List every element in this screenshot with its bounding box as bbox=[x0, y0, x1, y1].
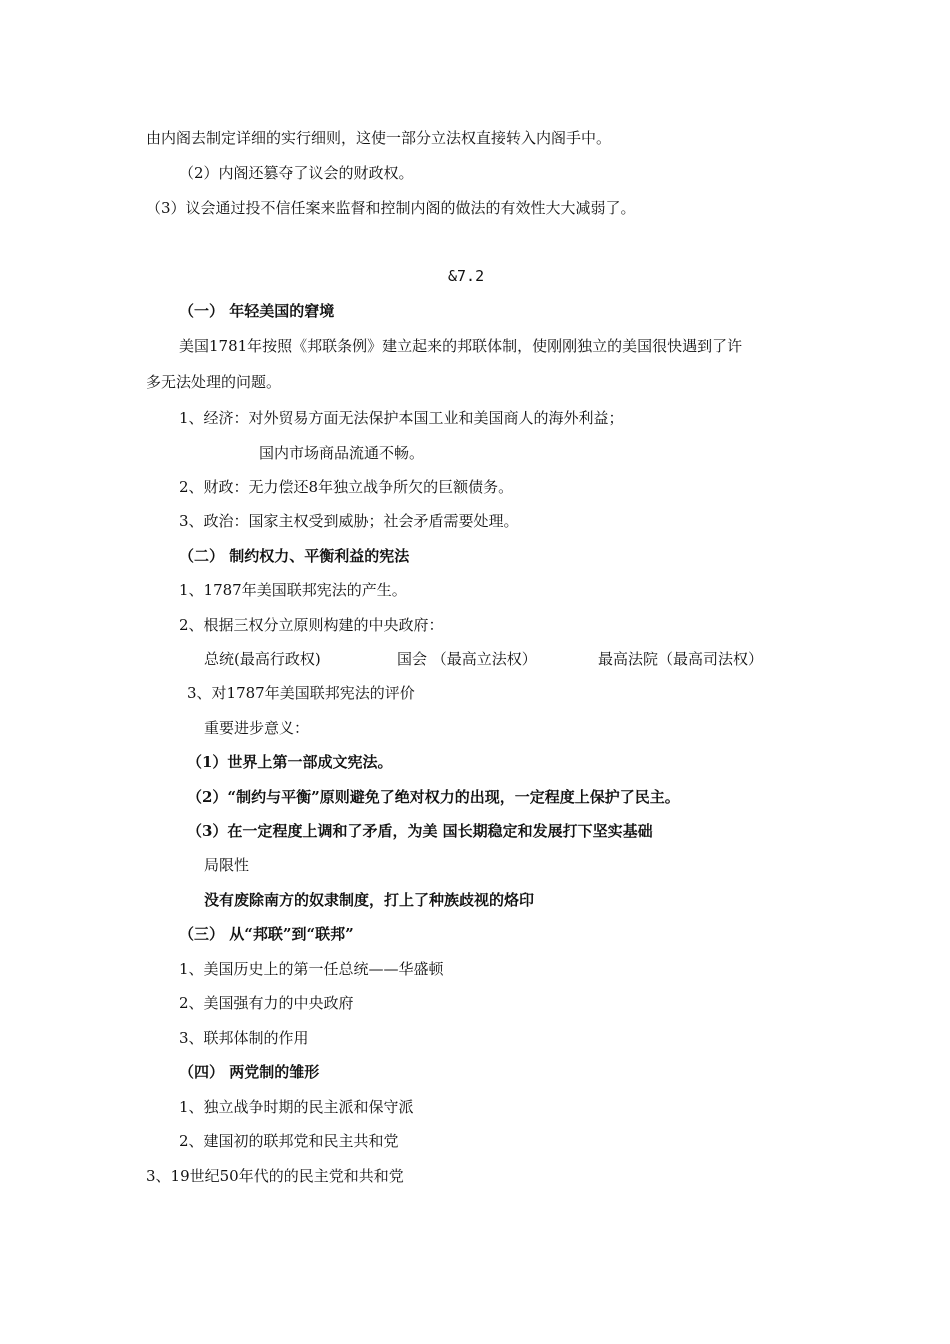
part1-item-3: 3、政治：国家主权受到威胁；社会矛盾需要处理。 bbox=[179, 512, 519, 530]
limitation-text: 没有废除南方的奴隶制度，打上了种族歧视的烙印 bbox=[204, 891, 535, 909]
branch-executive: 总统(最高行政权) bbox=[204, 650, 321, 668]
part3-item-1: 1、美国历史上的第一任总统——华盛顿 bbox=[179, 960, 444, 978]
part4-item-2: 2、建国初的联邦党和民主共和党 bbox=[179, 1132, 399, 1150]
significance-label: 重要进步意义： bbox=[204, 719, 310, 737]
part1-paragraph-line-1: 美国1781年按照《邦联条例》建立起来的邦联体制，使刚刚独立的美国很快遇到了许 bbox=[179, 337, 743, 355]
significance-1: （1）世界上第一部成文宪法。 bbox=[187, 753, 393, 771]
significance-2: （2）“制约与平衡”原则避免了绝对权力的出现，一定程度上保护了民主。 bbox=[187, 788, 680, 806]
part1-paragraph-line-2: 多无法处理的问题。 bbox=[146, 373, 282, 391]
intro-line-1: 由内阁去制定详细的实行细则，这使一部分立法权直接转入内阁手中。 bbox=[146, 129, 612, 147]
part3-heading: （三） 从“邦联”到“联邦” bbox=[179, 925, 354, 943]
intro-line-2: （2）内阁还篡夺了议会的财政权。 bbox=[179, 164, 414, 182]
part2-item-1: 1、1787年美国联邦宪法的产生。 bbox=[179, 581, 407, 599]
section-title: &7.2 bbox=[448, 267, 485, 285]
intro-line-3: （3）议会通过投不信任案来监督和控制内阁的做法的有效性大大减弱了。 bbox=[146, 199, 636, 217]
limitation-label: 局限性 bbox=[204, 856, 250, 874]
part3-item-3: 3、联邦体制的作用 bbox=[179, 1029, 309, 1047]
part1-heading: （一） 年轻美国的窘境 bbox=[179, 302, 335, 320]
part1-item-1-continuation: 国内市场商品流通不畅。 bbox=[259, 444, 425, 462]
part1-item-1: 1、经济：对外贸易方面无法保护本国工业和美国商人的海外利益； bbox=[179, 409, 624, 427]
part4-item-1: 1、独立战争时期的民主派和保守派 bbox=[179, 1098, 414, 1116]
part2-item-3: 3、对1787年美国联邦宪法的评价 bbox=[187, 684, 415, 702]
branch-legislative: 国会 （最高立法权） bbox=[397, 650, 537, 668]
part4-item-3: 3、19世纪50年代的的民主党和共和党 bbox=[146, 1167, 404, 1185]
significance-3: （3）在一定程度上调和了矛盾，为美 国长期稳定和发展打下坚实基础 bbox=[187, 822, 653, 840]
branch-judicial: 最高法院（最高司法权） bbox=[598, 650, 764, 668]
part2-item-2: 2、根据三权分立原则构建的中央政府： bbox=[179, 616, 444, 634]
part3-item-2: 2、美国强有力的中央政府 bbox=[179, 994, 354, 1012]
part4-heading: （四） 两党制的雏形 bbox=[179, 1063, 320, 1081]
part2-heading: （二） 制约权力、平衡利益的宪法 bbox=[179, 547, 410, 565]
part1-item-2: 2、财政：无力偿还8年独立战争所欠的巨额债务。 bbox=[179, 478, 514, 496]
